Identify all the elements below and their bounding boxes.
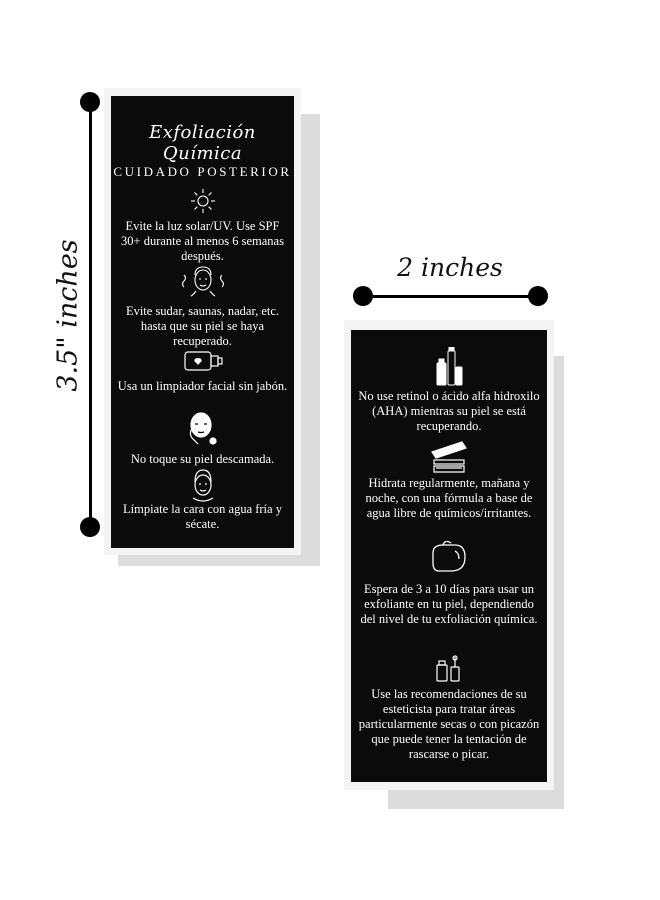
card-subtitle: CUIDADO POSTERIOR (113, 164, 292, 179)
calendar-icon (429, 541, 469, 580)
care-step-text: Use las recomendaciones de su esteticista para tratar áreas particularmente secas o con picazón que puede tener la tentación de rascarse o picar. (358, 687, 540, 761)
dimension-dot-right (528, 286, 548, 306)
height-dimension-line (89, 110, 92, 530)
width-dimension-line (365, 295, 538, 298)
care-step-text: Usa un limpiador facial sin jabón. (117, 379, 288, 393)
care-step-text: No toque su piel descamada. (130, 452, 275, 466)
cleanser-tube-icon (181, 347, 225, 380)
face-touch-icon (186, 410, 220, 453)
card-title: Exfoliación Química (149, 122, 256, 164)
care-step-text: Evite sudar, saunas, nadar, etc. hasta que su piel se haya recuperado. (125, 304, 280, 348)
care-step-text: Espera de 3 a 10 días para usar un exfoliante en tu piel, dependiendo del nivel de tu exfoliación química. (360, 582, 538, 626)
height-dimension-label: 3.5" inches (52, 239, 84, 392)
sauna-face-icon (180, 265, 226, 302)
dropper-bottle-icon (434, 655, 464, 688)
width-dimension-label: 2 inches (397, 253, 503, 282)
sun-icon (190, 188, 216, 219)
care-step-text: Evite la luz solar/UV. Use SPF 30+ durante al menos 6 semanas después. (121, 219, 284, 263)
dimension-dot-bottom (80, 517, 100, 537)
aftercare-card-front (111, 96, 294, 548)
care-step-text: Hidrata regularmente, mañana y noche, con una fórmula a base de agua libre de químicos/irritantes. (365, 476, 533, 520)
cream-jar-icon (428, 440, 470, 479)
care-step-text: Límpiate la cara con agua fría y sécate. (123, 502, 282, 531)
products-icon (435, 347, 463, 392)
care-step-text: No use retinol o ácido alfa hidroxilo (AHA) mientras su piel se está recuperando. (358, 389, 540, 433)
aftercare-card-back (351, 330, 547, 782)
dimension-dot-top (80, 92, 100, 112)
